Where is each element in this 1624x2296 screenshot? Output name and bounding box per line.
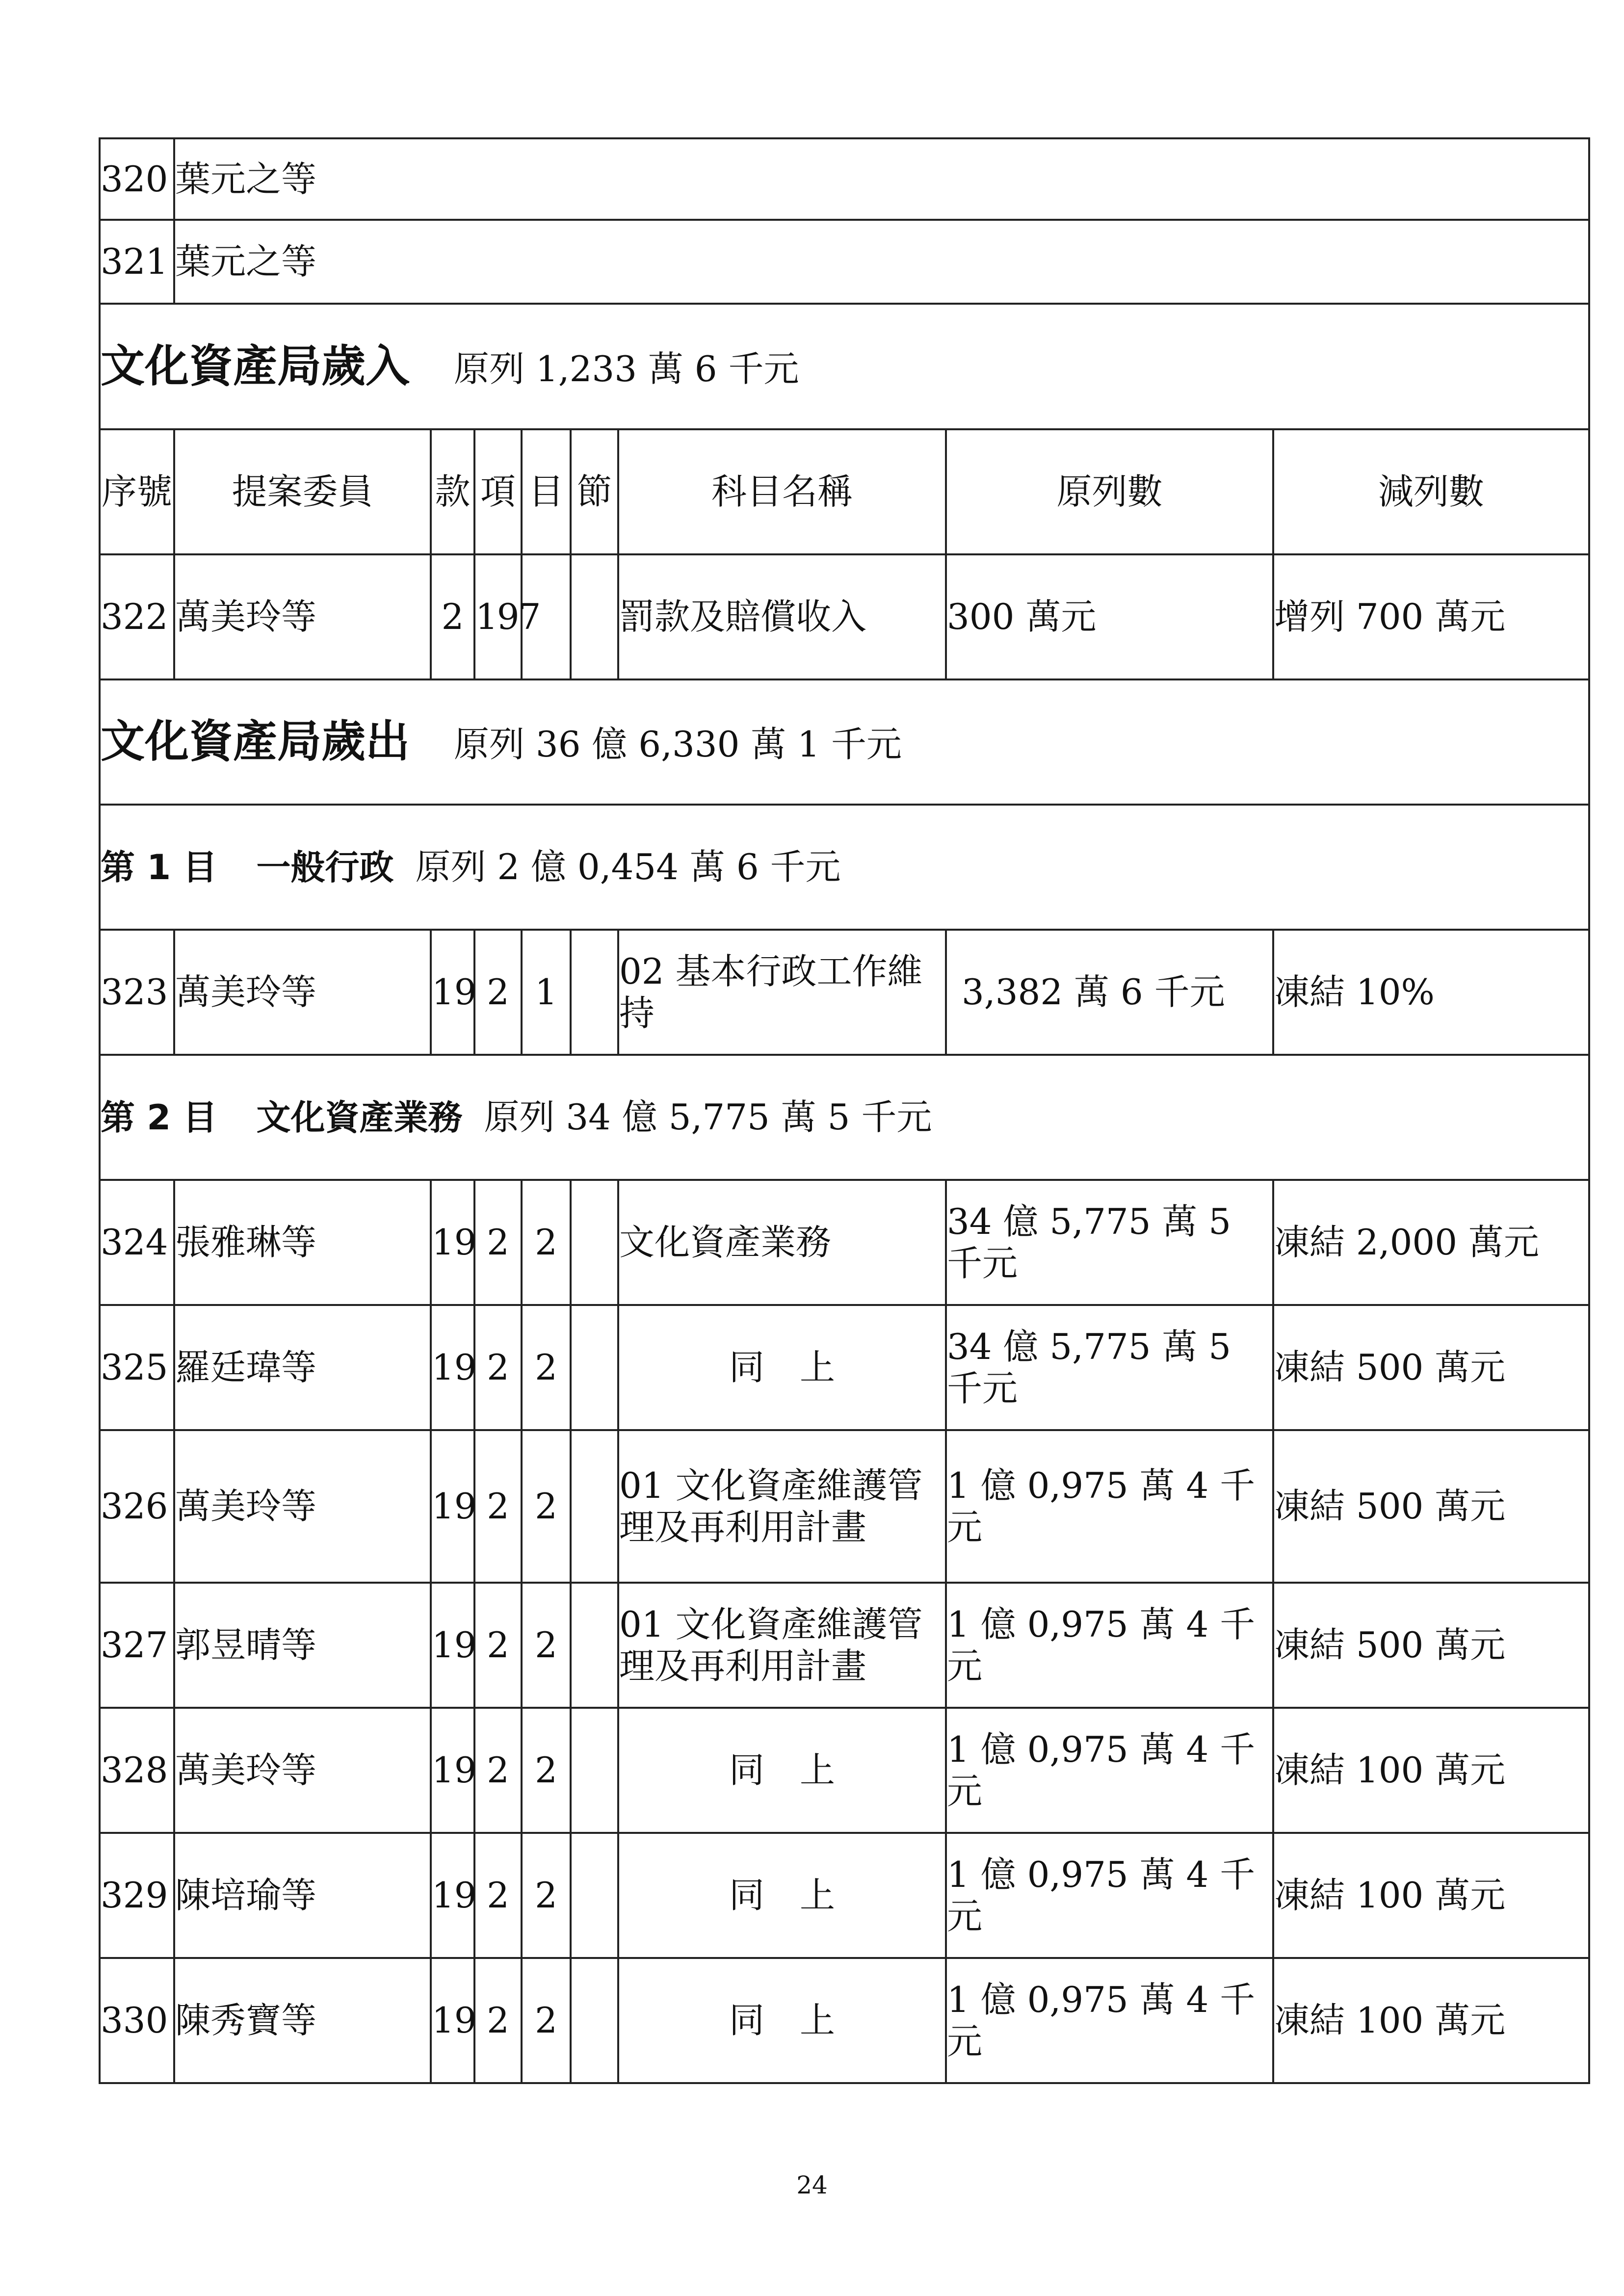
subsection-header-item2 bbox=[100, 1055, 1589, 1180]
mu: 2 bbox=[522, 1430, 571, 1583]
proposer: 萬美玲等 bbox=[174, 1708, 431, 1833]
mu: 2 bbox=[522, 1958, 571, 2083]
cut-amount: 凍結 10% bbox=[1273, 930, 1589, 1055]
proposer: 郭昱晴等 bbox=[174, 1583, 431, 1708]
mu: 2 bbox=[522, 1305, 571, 1430]
table-row bbox=[100, 1430, 1589, 1583]
xiang: 2 bbox=[474, 1430, 522, 1583]
proposer: 陳秀寶等 bbox=[174, 1958, 431, 2083]
xiang: 2 bbox=[474, 1305, 522, 1430]
original-amount: 1 億 0,975 萬 4 千元 bbox=[946, 1833, 1273, 1958]
item-original-amount: 原列 34 億 5,775 萬 5 千元 bbox=[484, 1096, 932, 1138]
original-amount: 1 億 0,975 萬 4 千元 bbox=[946, 1958, 1273, 2083]
subject-name: 同 上 bbox=[618, 1708, 946, 1833]
row-number: 326 bbox=[100, 1430, 174, 1583]
table-row bbox=[100, 1305, 1589, 1430]
subject-name: 同 上 bbox=[618, 1305, 946, 1430]
jie bbox=[571, 1180, 618, 1305]
item-name: 一般行政 bbox=[256, 847, 394, 888]
header-kuan: 款 bbox=[431, 429, 474, 554]
section-header-expenditure bbox=[100, 679, 1589, 805]
row-number: 327 bbox=[100, 1583, 174, 1708]
row-number: 329 bbox=[100, 1833, 174, 1958]
kuan: 19 bbox=[431, 1583, 474, 1708]
cut-amount: 凍結 500 萬元 bbox=[1273, 1430, 1589, 1583]
original-amount: 300 萬元 bbox=[946, 554, 1273, 679]
item-name: 文化資產業務 bbox=[256, 1097, 463, 1138]
subject-name: 02 基本行政工作維持 bbox=[618, 930, 946, 1055]
kuan: 19 bbox=[431, 1430, 474, 1583]
mu: 2 bbox=[522, 1583, 571, 1708]
section-header-revenue bbox=[100, 304, 1589, 429]
section-title: 文化資產局歲入 bbox=[101, 340, 410, 392]
original-amount: 1 億 0,975 萬 4 千元 bbox=[946, 1708, 1273, 1833]
row-number: 330 bbox=[100, 1958, 174, 2083]
row-number: 324 bbox=[100, 1180, 174, 1305]
jie bbox=[571, 1583, 618, 1708]
cut-amount: 凍結 2,000 萬元 bbox=[1273, 1180, 1589, 1305]
table-row bbox=[100, 930, 1589, 1055]
table-row bbox=[100, 554, 1589, 679]
subject-name: 同 上 bbox=[618, 1833, 946, 1958]
header-mu: 目 bbox=[522, 429, 571, 554]
page-number: 24 bbox=[796, 2171, 828, 2199]
subject-name: 01 文化資產維護管理及再利用計畫 bbox=[618, 1583, 946, 1708]
xiang: 2 bbox=[474, 1708, 522, 1833]
proposer: 萬美玲等 bbox=[174, 554, 431, 679]
mu: 2 bbox=[522, 1180, 571, 1305]
subject-name: 罰款及賠償收入 bbox=[618, 554, 946, 679]
jie bbox=[571, 1305, 618, 1430]
header-member: 提案委員 bbox=[174, 429, 431, 554]
kuan: 19 bbox=[431, 1708, 474, 1833]
budget-table bbox=[99, 137, 1590, 2084]
table-row bbox=[100, 1833, 1589, 1958]
cut-amount: 凍結 100 萬元 bbox=[1273, 1958, 1589, 2083]
kuan: 19 bbox=[431, 930, 474, 1055]
header-original-amount: 原列數 bbox=[946, 429, 1273, 554]
column-header-row bbox=[100, 429, 1589, 554]
mu: 2 bbox=[522, 1833, 571, 1958]
cut-amount: 凍結 500 萬元 bbox=[1273, 1583, 1589, 1708]
proposer: 羅廷瑋等 bbox=[174, 1305, 431, 1430]
item-original-amount: 原列 2 億 0,454 萬 6 千元 bbox=[415, 846, 841, 888]
cut-amount: 凍結 500 萬元 bbox=[1273, 1305, 1589, 1430]
subsection-header-item1 bbox=[100, 805, 1589, 930]
original-amount: 1 億 0,975 萬 4 千元 bbox=[946, 1430, 1273, 1583]
kuan: 19 bbox=[431, 1305, 474, 1430]
row-number: 321 bbox=[100, 220, 174, 304]
header-xiang: 項 bbox=[474, 429, 522, 554]
original-amount: 3,382 萬 6 千元 bbox=[946, 930, 1273, 1055]
original-amount: 1 億 0,975 萬 4 千元 bbox=[946, 1583, 1273, 1708]
original-amount: 34 億 5,775 萬 5 千元 bbox=[946, 1180, 1273, 1305]
row-number: 320 bbox=[100, 138, 174, 220]
row-number: 328 bbox=[100, 1708, 174, 1833]
jie bbox=[571, 1958, 618, 2083]
proposer-remark: 葉元之等 bbox=[174, 220, 1589, 304]
row-number: 323 bbox=[100, 930, 174, 1055]
xiang: 2 bbox=[474, 1958, 522, 2083]
table-row bbox=[100, 1180, 1589, 1305]
jie bbox=[571, 930, 618, 1055]
item-label: 第 2 目 bbox=[101, 1097, 217, 1138]
jie bbox=[571, 1833, 618, 1958]
item-label: 第 1 目 bbox=[101, 847, 217, 888]
header-cut-amount: 減列數 bbox=[1273, 429, 1589, 554]
kuan: 19 bbox=[431, 1958, 474, 2083]
table-row bbox=[100, 220, 1589, 304]
cut-amount: 凍結 100 萬元 bbox=[1273, 1833, 1589, 1958]
row-number: 325 bbox=[100, 1305, 174, 1430]
table-row bbox=[100, 1583, 1589, 1708]
xiang: 2 bbox=[474, 1583, 522, 1708]
header-jie: 節 bbox=[571, 429, 618, 554]
subject-name: 文化資產業務 bbox=[618, 1180, 946, 1305]
xiang: 2 bbox=[474, 930, 522, 1055]
proposer-remark: 葉元之等 bbox=[174, 138, 1589, 220]
jie bbox=[571, 1708, 618, 1833]
proposer: 陳培瑜等 bbox=[174, 1833, 431, 1958]
header-no: 序號 bbox=[100, 429, 174, 554]
cut-amount: 凍結 100 萬元 bbox=[1273, 1708, 1589, 1833]
subject-name: 01 文化資產維護管理及再利用計畫 bbox=[618, 1430, 946, 1583]
table-row bbox=[100, 1958, 1589, 2083]
jie bbox=[571, 1430, 618, 1583]
proposer: 張雅琳等 bbox=[174, 1180, 431, 1305]
mu: 1 bbox=[522, 930, 571, 1055]
section-original-amount: 原列 36 億 6,330 萬 1 千元 bbox=[454, 724, 902, 765]
xiang: 2 bbox=[474, 1180, 522, 1305]
row-number: 322 bbox=[100, 554, 174, 679]
mu: 2 bbox=[522, 1708, 571, 1833]
kuan: 19 bbox=[431, 1833, 474, 1958]
header-subject: 科目名稱 bbox=[618, 429, 946, 554]
subject-name: 同 上 bbox=[618, 1958, 946, 2083]
xiang: 2 bbox=[474, 1833, 522, 1958]
original-amount: 34 億 5,775 萬 5 千元 bbox=[946, 1305, 1273, 1430]
kuan: 2 bbox=[431, 554, 474, 679]
table-row bbox=[100, 1708, 1589, 1833]
proposer: 萬美玲等 bbox=[174, 1430, 431, 1583]
xiang: 197 bbox=[474, 554, 522, 679]
jie bbox=[571, 554, 618, 679]
proposer: 萬美玲等 bbox=[174, 930, 431, 1055]
section-title: 文化資產局歲出 bbox=[101, 716, 410, 768]
section-original-amount: 原列 1,233 萬 6 千元 bbox=[454, 348, 799, 390]
table-row bbox=[100, 138, 1589, 220]
kuan: 19 bbox=[431, 1180, 474, 1305]
cut-amount: 增列 700 萬元 bbox=[1273, 554, 1589, 679]
